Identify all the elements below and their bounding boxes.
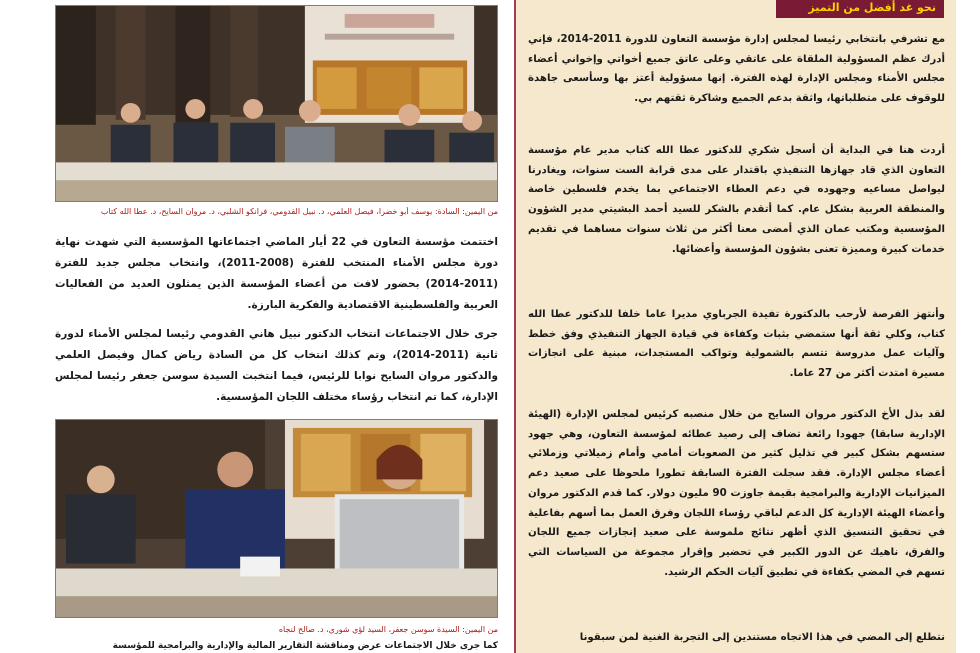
editorial-paragraph-5: نتطلع إلى المضي في هذا الاتجاه مستندين إلى التجربة الغنية لمن سبقونا xyxy=(579,632,945,643)
photo-caption-bottom: من اليمين: السيدة سوسن جعفر، السيد لؤي شوري، د. صالح لنجاه xyxy=(278,625,498,634)
photo-caption-top: من اليمين: السادة: يوسف أبو خضرا، فيصل العلمي، د. نبيل القدومي، فرانكو الشلبي، د. مروان السايح، د. عطا الله كتاب xyxy=(100,207,498,216)
conference-photo-bottom xyxy=(55,419,498,618)
editorial-paragraph-1: مع تشرفي بانتخابي رئيسا لمجلس إدارة مؤسسة التعاون للدورة 2011-2014، فإني أدرك عظم المسؤولية الملقاة على عاتقي وعلى عاتق جميع أخواتي وإخواني أعضاء مجلس الأمناء ومجلس الإدارة لهذه الفترة. إنها مسؤولية أعتز بها وسأسعى جاهدة للوقوف على متطلباتها، واثقة بدعم الجميع وشاكرة ثقتهم بي. xyxy=(528,34,945,105)
article-paragraph-1: اختتمت مؤسسة التعاون في 22 أيار الماضي اجتماعاتها المؤسسية التي شهدت نهاية دورة مجلس الأمناء المنتخب للفترة (2008-2011)، وانتخاب مجلس جديد للفترة (2011-2014) بحضور لافت من أعضاء المؤسسة الذين يمثلون العديد من الفعاليات العربية والفلسطينية الاقتصادية والفكرية البارزة. xyxy=(55,236,498,311)
editorial-paragraph-2: أردت هنا في البداية أن أسجل شكري للدكتور عطا الله كتاب مدير عام مؤسسة التعاون الذي قاد جهازها التنفيذي باقتدار على مدى قرابة الست سنوات، ويغادرنا ليواصل مساعيه وجهوده في دعم العطاء الاجتماعي بما يخدم فلسطين خاصة والمنطقة العربية بشكل عام. كما أتقدم بالشكر للسيد أحمد البشيتي مدير الشؤون المؤسسية ومكتب عمان الذي أمضى معنا أكثر من ثلاث سنوات مساهما في تقديم خدمات كبيرة ومميزة تعنى بشؤون المؤسسة وأعضائها. xyxy=(528,145,945,255)
editorial-paragraph-4: لقد بذل الأخ الدكتور مروان السايح من خلال منصبه كرئيس لمجلس الإدارة (الهيئة الإدارية سابقا) جهودا رائعة تضاف إلى رصيد عطائه لمؤسسة التعاون، وهي جهود ستسهم بشكل كبير في تذليل كثير من الصعوبات أمامي وأمام زميلاتي وزملائي أعضاء مجلس الإدارة. فقد سجلت الفترة السابقة تطورا ملحوظا على صعيد دعم الميزانيات الإدارية والبرامجية بقيمة جاوزت 90 مليون دولار. كما قدم الدكتور مروان وأعضاء الهيئة الإدارية كل الدعم لباقي رؤساء اللجان وفرق العمل بما أسهم بفاعلية في تحقيق التنسيق الذي أظهر نتائج ملموسة على صعيد إنجازات جميع اللجان والفرق، ناهيك عن الدور الكبير في تحضير وإقرار مجموعة من السياسات التي تسهم في المضي بكفاءة في تطبيق آليات الحكم الرشيد. xyxy=(528,409,945,578)
conference-photo-top xyxy=(55,5,498,202)
article-paragraph-3: كما جرى خلال الاجتماعات عرض ومناقشة التقارير المالية والإدارية والبرامجية للمؤسسة xyxy=(112,641,498,651)
editorial-paragraph-3: وأنتهز الفرصة لأرحب بالدكتورة تفيدة الجرباوي مديرا عاما خلفا للدكتور عطا الله كتاب، وكلي ثقة أنها ستمضي بثبات وكفاءة في قيادة الجهاز التنفيذي وفق خطط وآليات عمل مدروسة تتسم بالشمولية وتواكب المستجدات، مبنية على انجازات مسيرة امتدت أكثر من 27 عاما. xyxy=(528,309,945,380)
editorial-heading: نحو غد أفضل من التميز xyxy=(776,0,944,18)
panel-edge xyxy=(956,0,980,653)
article-paragraph-2: جرى خلال الاجتماعات انتخاب الدكتور نبيل هاني القدومي رئيسا لمجلس الأمناء لدورة ثانية (2011-2014)، وتم كذلك انتخاب كل من السادة رياض كمال وفيصل العلمي والدكتور مروان السايح نوابا للرئيس، فيما انتخبت السيدة سوسن جعفر رئيسا لمجلس الإدارة، كما تم انتخاب رؤساء مختلف اللجان المؤسسية. xyxy=(55,328,498,403)
